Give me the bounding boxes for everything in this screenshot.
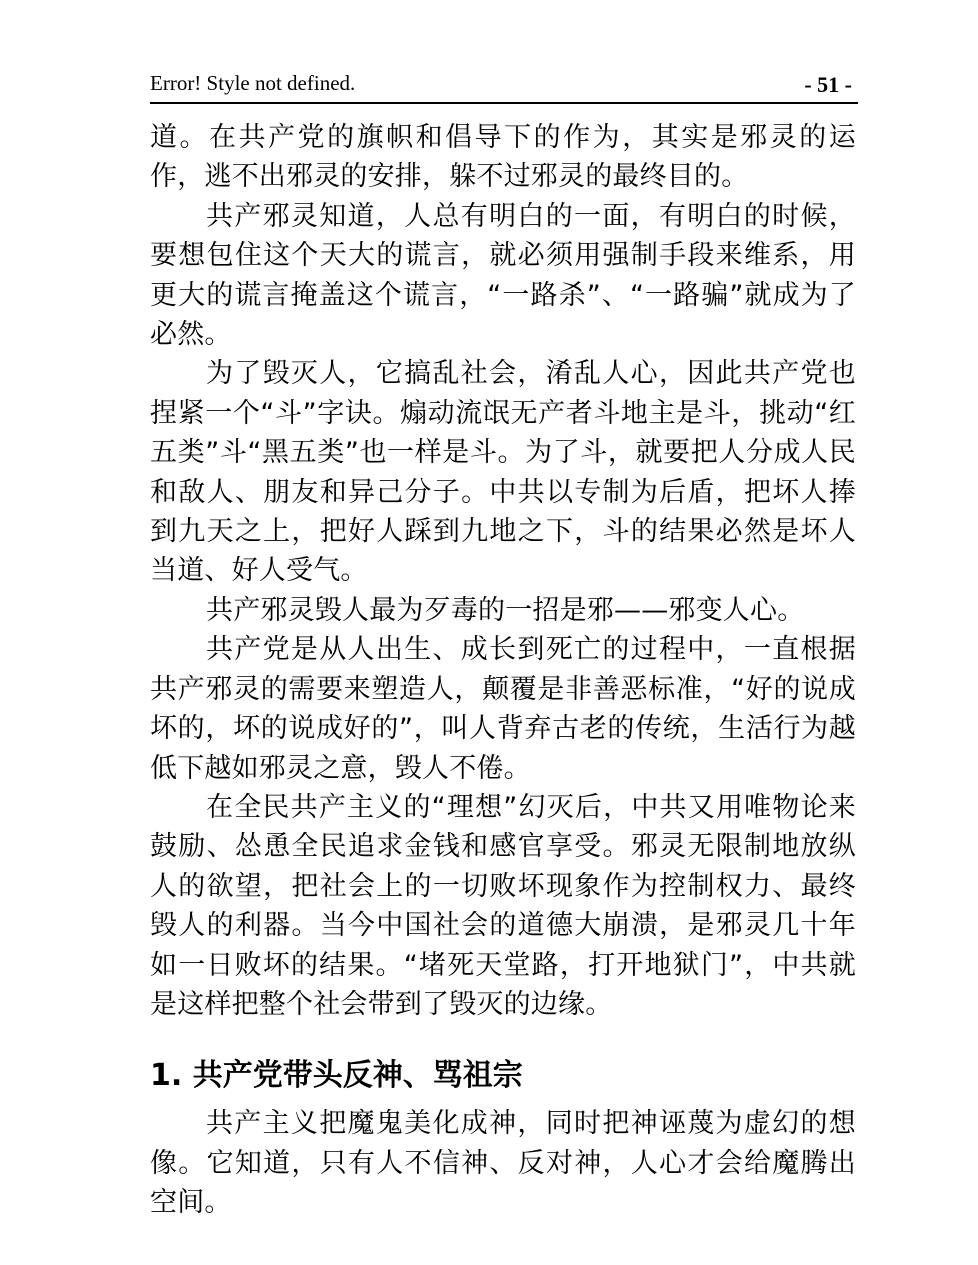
paragraph: 共产邪灵知道，人总有明白的一面，有明白的时候，要想包住这个天大的谎言，就必须用强制手段来维系，用更大的谎言掩盖这个谎言，“一路杀”、“一路骗”就成为了必然。 <box>150 200 856 351</box>
paragraph: 为了毁灭人，它搞乱社会，淆乱人心，因此共产党也捏紧一个“斗”字诀。煽动流氓无产者斗地主是斗，挑动“红五类”斗“黑五类”也一样是斗。为了斗，就要把人分成人民和敌人、朋友和异己分子。中共以专制为后盾，把坏人捧到九天之上，把好人踩到九地之下，斗的结果必然是坏人当道、好人受气。 <box>150 358 856 587</box>
paragraph: 在全民共产主义的“理想”幻灭后，中共又用唯物论来鼓励、怂恿全民追求金钱和感官享受。邪灵无限制地放纵人的欲望，把社会上的一切败坏现象作为控制权力、最终毁人的利器。当今中国社会的道德大崩溃，是邪灵几十年如一日败坏的结果。“堵死天堂路，打开地狱门”，中共就是这样把整个社会带到了毁灭的边缘。 <box>150 791 856 1020</box>
paragraph: 共产党是从人出生、成长到死亡的过程中，一直根据共产邪灵的需要来塑造人，颠覆是非善恶标准，“好的说成坏的，坏的说成好的”，叫人背弃古老的传统，生活行为越低下越如邪灵之意，毁人不倦。 <box>150 634 856 784</box>
page-header <box>150 70 858 104</box>
section-paragraph: 共产主义把魔鬼美化成神，同时把神诬蔑为虚幻的想像。它知道，只有人不信神、反对神，人心才会给魔腾出空间。 <box>150 1108 856 1219</box>
paragraph: 共产邪灵毁人最为歹毒的一招是邪——邪变人心。 <box>206 594 805 626</box>
header-style-error: Error! Style not defined. <box>150 71 356 95</box>
section-heading: 1. 共产党带头反神、骂祖宗 <box>150 1058 523 1094</box>
paragraph-continued: 道。在共产党的旗帜和倡导下的作为，其实是邪灵的运作，逃不出邪灵的安排，躲不过邪灵的最终目的。 <box>150 122 856 193</box>
page-number: - 51 - <box>804 72 852 97</box>
page-body <box>150 118 856 1223</box>
